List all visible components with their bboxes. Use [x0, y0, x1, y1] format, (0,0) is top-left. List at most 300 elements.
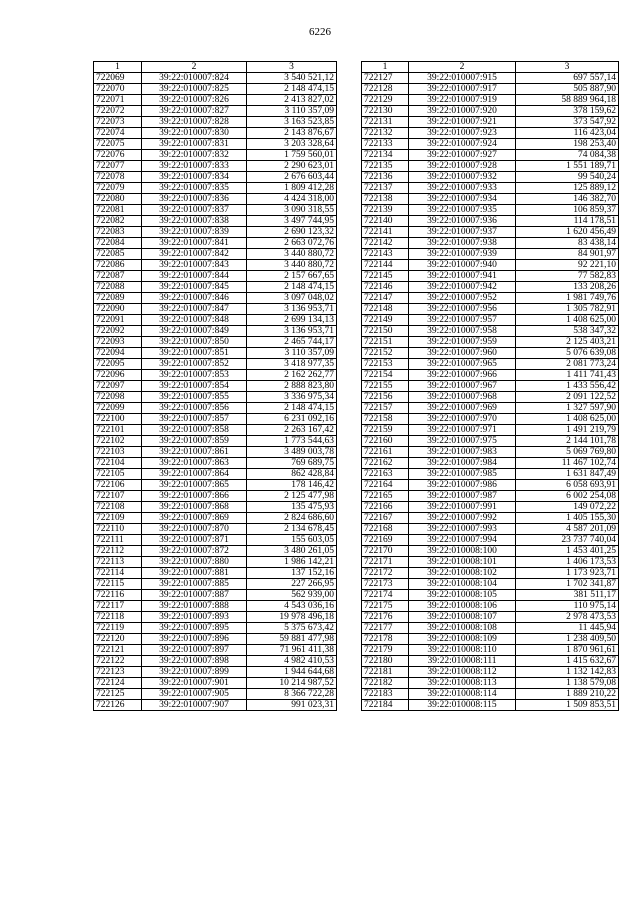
cadastral-number-cell: 39:22:010007:919 [409, 95, 516, 106]
table-row [362, 568, 619, 579]
value-cell: 4 982 410,53 [247, 656, 337, 667]
table-row [94, 436, 337, 447]
record-number-cell: 722136 [362, 172, 409, 183]
cadastral-number-cell: 39:22:010007:881 [142, 568, 247, 579]
table-row [362, 458, 619, 469]
table-row [362, 106, 619, 117]
record-number-cell: 722119 [94, 623, 142, 634]
record-number-cell: 722153 [362, 359, 409, 370]
record-number-cell: 722148 [362, 304, 409, 315]
cadastral-number-cell: 39:22:010007:905 [142, 689, 247, 700]
value-cell: 1 986 142,21 [247, 557, 337, 568]
table-row [362, 128, 619, 139]
table-row [94, 359, 337, 370]
table-row [94, 172, 337, 183]
table-row [362, 194, 619, 205]
value-cell: 3 163 523,85 [247, 117, 337, 128]
record-number-cell: 722150 [362, 326, 409, 337]
record-number-cell: 722142 [362, 238, 409, 249]
table-row [362, 634, 619, 645]
cadastral-number-cell: 39:22:010007:933 [409, 183, 516, 194]
table-row [94, 579, 337, 590]
page-number: 6226 [309, 26, 331, 38]
value-cell: 2 148 474,15 [247, 84, 337, 95]
table-row [94, 337, 337, 348]
table-row [362, 370, 619, 381]
value-cell: 11 445,94 [516, 623, 619, 634]
cadastral-number-cell: 39:22:010007:971 [409, 425, 516, 436]
left-table-body [94, 73, 337, 711]
table-row [362, 348, 619, 359]
table-row [94, 623, 337, 634]
record-number-cell: 722082 [94, 216, 142, 227]
record-number-cell: 722102 [94, 436, 142, 447]
cadastral-number-cell: 39:22:010007:834 [142, 172, 247, 183]
table-row [362, 612, 619, 623]
cadastral-number-cell: 39:22:010007:885 [142, 579, 247, 590]
value-cell: 1 509 853,51 [516, 700, 619, 711]
cadastral-number-cell: 39:22:010007:868 [142, 502, 247, 513]
cadastral-number-cell: 39:22:010007:831 [142, 139, 247, 150]
value-cell: 538 347,32 [516, 326, 619, 337]
table-row [362, 359, 619, 370]
cadastral-number-cell: 39:22:010008:100 [409, 546, 516, 557]
value-cell: 1 411 741,43 [516, 370, 619, 381]
record-number-cell: 722079 [94, 183, 142, 194]
table-row [94, 491, 337, 502]
table-row [94, 700, 337, 711]
record-number-cell: 722152 [362, 348, 409, 359]
cadastral-number-cell: 39:22:010007:837 [142, 205, 247, 216]
value-cell: 1 305 782,91 [516, 304, 619, 315]
value-cell: 155 603,05 [247, 535, 337, 546]
record-number-cell: 722147 [362, 293, 409, 304]
table-row [362, 645, 619, 656]
record-number-cell: 722140 [362, 216, 409, 227]
cadastral-number-cell: 39:22:010007:942 [409, 282, 516, 293]
record-number-cell: 722109 [94, 513, 142, 524]
cadastral-number-cell: 39:22:010007:938 [409, 238, 516, 249]
value-cell: 6 002 254,08 [516, 491, 619, 502]
value-cell: 1 809 412,28 [247, 183, 337, 194]
table-row [94, 238, 337, 249]
cadastral-number-cell: 39:22:010008:106 [409, 601, 516, 612]
record-number-cell: 722116 [94, 590, 142, 601]
record-number-cell: 722130 [362, 106, 409, 117]
cadastral-number-cell: 39:22:010007:848 [142, 315, 247, 326]
cadastral-number-cell: 39:22:010007:852 [142, 359, 247, 370]
column-header-2: 2 [142, 62, 247, 73]
table-row [362, 326, 619, 337]
cadastral-number-cell: 39:22:010007:864 [142, 469, 247, 480]
value-cell: 1 327 597,90 [516, 403, 619, 414]
table-row [362, 403, 619, 414]
record-number-cell: 722169 [362, 535, 409, 546]
cadastral-number-cell: 39:22:010007:959 [409, 337, 516, 348]
record-number-cell: 722112 [94, 546, 142, 557]
value-cell: 1 981 749,76 [516, 293, 619, 304]
value-cell: 2 125 477,98 [247, 491, 337, 502]
value-cell: 6 231 092,16 [247, 414, 337, 425]
value-cell: 74 084,38 [516, 150, 619, 161]
table-row [94, 601, 337, 612]
cadastral-number-cell: 39:22:010007:869 [142, 513, 247, 524]
value-cell: 2 162 262,77 [247, 370, 337, 381]
cadastral-number-cell: 39:22:010008:114 [409, 689, 516, 700]
cadastral-number-cell: 39:22:010007:841 [142, 238, 247, 249]
table-row [362, 337, 619, 348]
value-cell: 133 208,26 [516, 282, 619, 293]
value-cell: 106 859,37 [516, 205, 619, 216]
table-row [94, 568, 337, 579]
table-row [362, 601, 619, 612]
column-header-3: 3 [247, 62, 337, 73]
value-cell: 2 465 744,17 [247, 337, 337, 348]
cadastral-number-cell: 39:22:010007:854 [142, 381, 247, 392]
cadastral-number-cell: 39:22:010007:939 [409, 249, 516, 260]
value-cell: 1 944 644,68 [247, 667, 337, 678]
cadastral-number-cell: 39:22:010007:898 [142, 656, 247, 667]
record-number-cell: 722155 [362, 381, 409, 392]
table-row [94, 84, 337, 95]
record-number-cell: 722076 [94, 150, 142, 161]
record-number-cell: 722141 [362, 227, 409, 238]
cadastral-number-cell: 39:22:010007:880 [142, 557, 247, 568]
record-number-cell: 722073 [94, 117, 142, 128]
value-cell: 4 543 036,16 [247, 601, 337, 612]
record-number-cell: 722087 [94, 271, 142, 282]
cadastral-number-cell: 39:22:010007:827 [142, 106, 247, 117]
table-row [94, 524, 337, 535]
value-cell: 2 091 122,52 [516, 392, 619, 403]
cadastral-number-cell: 39:22:010007:849 [142, 326, 247, 337]
table-row [362, 557, 619, 568]
value-cell: 381 511,17 [516, 590, 619, 601]
value-cell: 3 440 880,72 [247, 260, 337, 271]
cadastral-number-cell: 39:22:010008:104 [409, 579, 516, 590]
record-number-cell: 722103 [94, 447, 142, 458]
table-row [362, 381, 619, 392]
record-number-cell: 722127 [362, 73, 409, 84]
value-cell: 1 631 847,49 [516, 469, 619, 480]
record-number-cell: 722126 [94, 700, 142, 711]
table-row [94, 260, 337, 271]
record-number-cell: 722180 [362, 656, 409, 667]
value-cell: 2 699 134,13 [247, 315, 337, 326]
record-number-cell: 722080 [94, 194, 142, 205]
cadastral-number-cell: 39:22:010007:871 [142, 535, 247, 546]
table-row [94, 678, 337, 689]
record-number-cell: 722095 [94, 359, 142, 370]
table-row [94, 304, 337, 315]
value-cell: 114 178,51 [516, 216, 619, 227]
value-cell: 19 978 496,18 [247, 612, 337, 623]
record-number-cell: 722165 [362, 491, 409, 502]
record-number-cell: 722124 [94, 678, 142, 689]
record-number-cell: 722181 [362, 667, 409, 678]
table-row [362, 315, 619, 326]
value-cell: 5 076 639,08 [516, 348, 619, 359]
cadastral-number-cell: 39:22:010008:105 [409, 590, 516, 601]
record-number-cell: 722159 [362, 425, 409, 436]
value-cell: 3 097 048,02 [247, 293, 337, 304]
value-cell: 99 540,24 [516, 172, 619, 183]
record-number-cell: 722143 [362, 249, 409, 260]
value-cell: 2 144 101,78 [516, 436, 619, 447]
table-row [94, 370, 337, 381]
table-row [362, 425, 619, 436]
value-cell: 23 737 740,04 [516, 535, 619, 546]
value-cell: 58 889 964,18 [516, 95, 619, 106]
record-number-cell: 722137 [362, 183, 409, 194]
value-cell: 1 132 142,83 [516, 667, 619, 678]
record-number-cell: 722162 [362, 458, 409, 469]
table-row [362, 260, 619, 271]
value-cell: 83 438,14 [516, 238, 619, 249]
table-row [362, 700, 619, 711]
record-number-cell: 722110 [94, 524, 142, 535]
table-row [362, 392, 619, 403]
record-number-cell: 722086 [94, 260, 142, 271]
cadastral-number-cell: 39:22:010007:965 [409, 359, 516, 370]
table-row [362, 447, 619, 458]
record-number-cell: 722094 [94, 348, 142, 359]
value-cell: 3 203 328,64 [247, 139, 337, 150]
cadastral-number-cell: 39:22:010007:941 [409, 271, 516, 282]
value-cell: 2 143 876,67 [247, 128, 337, 139]
cadastral-number-cell: 39:22:010007:893 [142, 612, 247, 623]
record-number-cell: 722114 [94, 568, 142, 579]
cadastral-number-cell: 39:22:010008:113 [409, 678, 516, 689]
value-cell: 1 405 155,30 [516, 513, 619, 524]
record-number-cell: 722105 [94, 469, 142, 480]
record-number-cell: 722168 [362, 524, 409, 535]
value-cell: 2 888 823,80 [247, 381, 337, 392]
value-cell: 8 366 722,28 [247, 689, 337, 700]
cadastral-number-cell: 39:22:010007:843 [142, 260, 247, 271]
value-cell: 373 547,92 [516, 117, 619, 128]
cadastral-number-cell: 39:22:010007:970 [409, 414, 516, 425]
record-number-cell: 722173 [362, 579, 409, 590]
record-number-cell: 722184 [362, 700, 409, 711]
right-table-body [362, 73, 619, 711]
table-row [94, 634, 337, 645]
record-number-cell: 722179 [362, 645, 409, 656]
cadastral-number-cell: 39:22:010007:895 [142, 623, 247, 634]
cadastral-number-cell: 39:22:010007:915 [409, 73, 516, 84]
cadastral-number-cell: 39:22:010007:826 [142, 95, 247, 106]
table-row [362, 293, 619, 304]
cadastral-number-cell: 39:22:010007:985 [409, 469, 516, 480]
value-cell: 1 620 456,49 [516, 227, 619, 238]
cadastral-number-cell: 39:22:010007:865 [142, 480, 247, 491]
record-number-cell: 722089 [94, 293, 142, 304]
table-row [362, 227, 619, 238]
record-number-cell: 722135 [362, 161, 409, 172]
record-number-cell: 722139 [362, 205, 409, 216]
value-cell: 149 072,22 [516, 502, 619, 513]
value-cell: 6 058 693,91 [516, 480, 619, 491]
record-number-cell: 722075 [94, 139, 142, 150]
right-table [361, 61, 619, 711]
value-cell: 3 336 975,34 [247, 392, 337, 403]
table-row [362, 667, 619, 678]
cadastral-number-cell: 39:22:010007:859 [142, 436, 247, 447]
value-cell: 2 263 167,42 [247, 425, 337, 436]
table-row [94, 546, 337, 557]
value-cell: 562 939,00 [247, 590, 337, 601]
cadastral-number-cell: 39:22:010008:101 [409, 557, 516, 568]
table-row [94, 315, 337, 326]
cadastral-number-cell: 39:22:010007:888 [142, 601, 247, 612]
cadastral-number-cell: 39:22:010007:853 [142, 370, 247, 381]
table-row [362, 546, 619, 557]
cadastral-number-cell: 39:22:010007:932 [409, 172, 516, 183]
table-row [362, 469, 619, 480]
cadastral-number-cell: 39:22:010008:108 [409, 623, 516, 634]
record-number-cell: 722174 [362, 590, 409, 601]
value-cell: 2 148 474,15 [247, 403, 337, 414]
value-cell: 1 870 961,61 [516, 645, 619, 656]
record-number-cell: 722118 [94, 612, 142, 623]
column-header-2: 2 [409, 62, 516, 73]
value-cell: 2 978 473,53 [516, 612, 619, 623]
record-number-cell: 722146 [362, 282, 409, 293]
record-number-cell: 722176 [362, 612, 409, 623]
cadastral-number-cell: 39:22:010007:952 [409, 293, 516, 304]
column-header-1: 1 [362, 62, 409, 73]
table-row [94, 425, 337, 436]
record-number-cell: 722183 [362, 689, 409, 700]
value-cell: 110 975,14 [516, 601, 619, 612]
cadastral-number-cell: 39:22:010007:937 [409, 227, 516, 238]
value-cell: 1 491 219,79 [516, 425, 619, 436]
table-row [362, 480, 619, 491]
value-cell: 10 214 987,52 [247, 678, 337, 689]
cadastral-number-cell: 39:22:010007:992 [409, 513, 516, 524]
table-row [362, 304, 619, 315]
record-number-cell: 722098 [94, 392, 142, 403]
cadastral-number-cell: 39:22:010007:833 [142, 161, 247, 172]
value-cell: 2 690 123,32 [247, 227, 337, 238]
record-number-cell: 722121 [94, 645, 142, 656]
value-cell: 2 148 474,15 [247, 282, 337, 293]
record-number-cell: 722085 [94, 249, 142, 260]
record-number-cell: 722122 [94, 656, 142, 667]
cadastral-number-cell: 39:22:010008:110 [409, 645, 516, 656]
record-number-cell: 722101 [94, 425, 142, 436]
value-cell: 3 136 953,71 [247, 304, 337, 315]
cadastral-number-cell: 39:22:010007:907 [142, 700, 247, 711]
value-cell: 84 901,97 [516, 249, 619, 260]
record-number-cell: 722175 [362, 601, 409, 612]
table-row [362, 95, 619, 106]
table-row [94, 249, 337, 260]
table-row [362, 139, 619, 150]
value-cell: 2 413 827,02 [247, 95, 337, 106]
table-row [94, 645, 337, 656]
column-header-3: 3 [516, 62, 619, 73]
record-number-cell: 722088 [94, 282, 142, 293]
table-row [94, 282, 337, 293]
table-row [94, 535, 337, 546]
value-cell: 1 702 341,87 [516, 579, 619, 590]
record-number-cell: 722115 [94, 579, 142, 590]
record-number-cell: 722120 [94, 634, 142, 645]
cadastral-number-cell: 39:22:010007:847 [142, 304, 247, 315]
table-row [362, 579, 619, 590]
cadastral-number-cell: 39:22:010007:897 [142, 645, 247, 656]
cadastral-number-cell: 39:22:010007:899 [142, 667, 247, 678]
table-row [94, 139, 337, 150]
table-row [94, 128, 337, 139]
table-row [94, 381, 337, 392]
table-row [362, 502, 619, 513]
cadastral-number-cell: 39:22:010007:830 [142, 128, 247, 139]
cadastral-number-cell: 39:22:010007:851 [142, 348, 247, 359]
value-cell: 5 375 673,42 [247, 623, 337, 634]
cadastral-number-cell: 39:22:010007:968 [409, 392, 516, 403]
cadastral-number-cell: 39:22:010007:986 [409, 480, 516, 491]
record-number-cell: 722113 [94, 557, 142, 568]
cadastral-number-cell: 39:22:010007:975 [409, 436, 516, 447]
record-number-cell: 722083 [94, 227, 142, 238]
table-row [94, 557, 337, 568]
value-cell: 697 557,14 [516, 73, 619, 84]
table-row [94, 469, 337, 480]
cadastral-number-cell: 39:22:010007:987 [409, 491, 516, 502]
cadastral-number-cell: 39:22:010007:861 [142, 447, 247, 458]
cadastral-number-cell: 39:22:010007:923 [409, 128, 516, 139]
table-row [94, 194, 337, 205]
record-number-cell: 722099 [94, 403, 142, 414]
cadastral-number-cell: 39:22:010007:857 [142, 414, 247, 425]
value-cell: 1 551 189,71 [516, 161, 619, 172]
record-number-cell: 722160 [362, 436, 409, 447]
table-row [94, 612, 337, 623]
table-row [94, 480, 337, 491]
record-number-cell: 722106 [94, 480, 142, 491]
cadastral-number-cell: 39:22:010007:984 [409, 458, 516, 469]
value-cell: 1 238 409,50 [516, 634, 619, 645]
value-cell: 1 173 923,71 [516, 568, 619, 579]
record-number-cell: 722071 [94, 95, 142, 106]
cadastral-number-cell: 39:22:010007:855 [142, 392, 247, 403]
value-cell: 1 406 173,53 [516, 557, 619, 568]
table-row [94, 205, 337, 216]
record-number-cell: 722138 [362, 194, 409, 205]
record-number-cell: 722171 [362, 557, 409, 568]
record-number-cell: 722128 [362, 84, 409, 95]
cadastral-number-cell: 39:22:010008:111 [409, 656, 516, 667]
value-cell: 11 467 102,74 [516, 458, 619, 469]
cadastral-number-cell: 39:22:010007:838 [142, 216, 247, 227]
cadastral-number-cell: 39:22:010007:863 [142, 458, 247, 469]
table-row [362, 271, 619, 282]
cadastral-number-cell: 39:22:010007:960 [409, 348, 516, 359]
table-row [362, 513, 619, 524]
table-row [362, 524, 619, 535]
record-number-cell: 722092 [94, 326, 142, 337]
value-cell: 1 773 544,63 [247, 436, 337, 447]
record-number-cell: 722090 [94, 304, 142, 315]
table-row [362, 590, 619, 601]
table-row [94, 656, 337, 667]
value-cell: 135 475,93 [247, 502, 337, 513]
cadastral-number-cell: 39:22:010007:901 [142, 678, 247, 689]
cadastral-number-cell: 39:22:010007:940 [409, 260, 516, 271]
cadastral-number-cell: 39:22:010007:994 [409, 535, 516, 546]
